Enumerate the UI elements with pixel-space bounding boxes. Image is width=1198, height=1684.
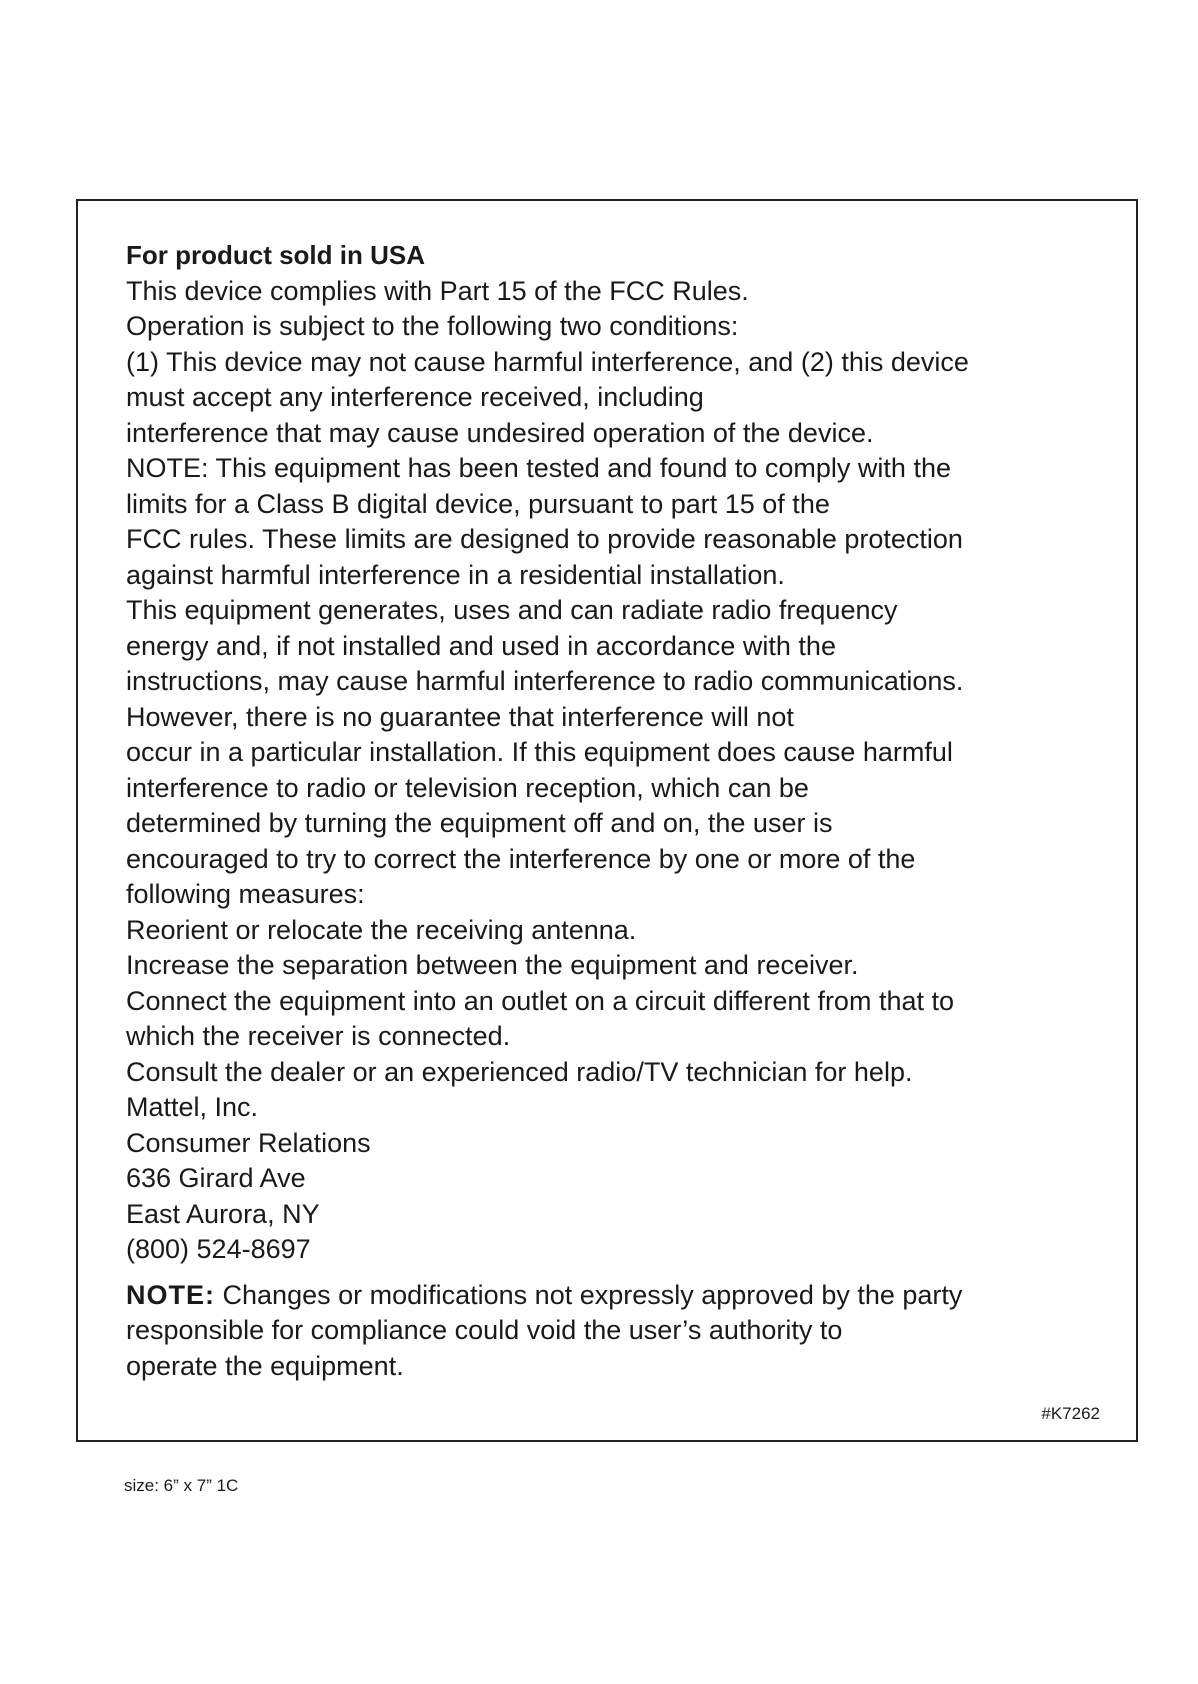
notice-line: determined by turning the equipment off and on, the user is: [126, 808, 833, 838]
notice-line: against harmful interference in a residential installation.: [126, 559, 785, 590]
notice-line: (1) This device may not cause harmful interference, and (2) this device: [126, 346, 969, 377]
fcc-notice-box: [76, 199, 1138, 1442]
notice-line: interference to radio or television reception, which can be: [126, 772, 809, 803]
notice-line: which the receiver is connected.: [126, 1021, 511, 1051]
notice-body: [126, 238, 1116, 1384]
notice-line: Increase the separation between the equipment and receiver.: [126, 950, 859, 980]
company-city: East Aurora, NY: [126, 1198, 320, 1229]
final-note-label: NOTE:: [126, 1279, 215, 1310]
notice-line: FCC rules. These limits are designed to provide reasonable protection: [126, 524, 963, 554]
company-name: Mattel, Inc.: [126, 1092, 259, 1122]
final-note-line: operate the equipment.: [126, 1350, 404, 1381]
notice-heading: For product sold in USA: [126, 240, 425, 270]
notice-line: This equipment generates, uses and can radiate radio frequency: [126, 595, 898, 625]
notice-line: must accept any interference received, including: [126, 382, 704, 412]
notice-line: encouraged to try to correct the interference by one or more of the: [126, 843, 916, 874]
company-department: Consumer Relations: [126, 1127, 371, 1158]
notice-line: energy and, if not installed and used in accordance with the: [126, 630, 836, 661]
company-phone: (800) 524-8697: [126, 1234, 311, 1264]
notice-line: NOTE: This equipment has been tested and found to comply with the: [126, 453, 951, 483]
final-note: [126, 1278, 1116, 1385]
notice-line: limits for a Class B digital device, pursuant to part 15 of the: [126, 488, 830, 519]
final-note-text: Changes or modifications not expressly approved by the party: [222, 1279, 963, 1310]
notice-line: following measures:: [126, 879, 365, 909]
notice-line: Reorient or relocate the receiving antenna.: [126, 914, 637, 945]
notice-line: Consult the dealer or an experienced radio/TV technician for help.: [126, 1056, 913, 1087]
final-note-line: responsible for compliance could void the user’s authority to: [126, 1315, 843, 1345]
notice-line: Operation is subject to the following two conditions:: [126, 311, 739, 341]
item-number: #K7262: [1041, 1404, 1100, 1423]
notice-line: However, there is no guarantee that interference will not: [126, 701, 794, 732]
final-note-line: [126, 1278, 1116, 1314]
notice-line: This device complies with Part 15 of the FCC Rules.: [126, 275, 749, 306]
company-street: 636 Girard Ave: [126, 1163, 306, 1193]
notice-line: instructions, may cause harmful interference to radio communications.: [126, 666, 964, 696]
notice-line: occur in a particular installation. If this equipment does cause harmful: [126, 737, 953, 767]
notice-line: Connect the equipment into an outlet on a circuit different from that to: [126, 985, 954, 1016]
notice-line: interference that may cause undesired operation of the device.: [126, 417, 874, 448]
print-size-note: size: 6” x 7” 1C: [124, 1476, 239, 1495]
